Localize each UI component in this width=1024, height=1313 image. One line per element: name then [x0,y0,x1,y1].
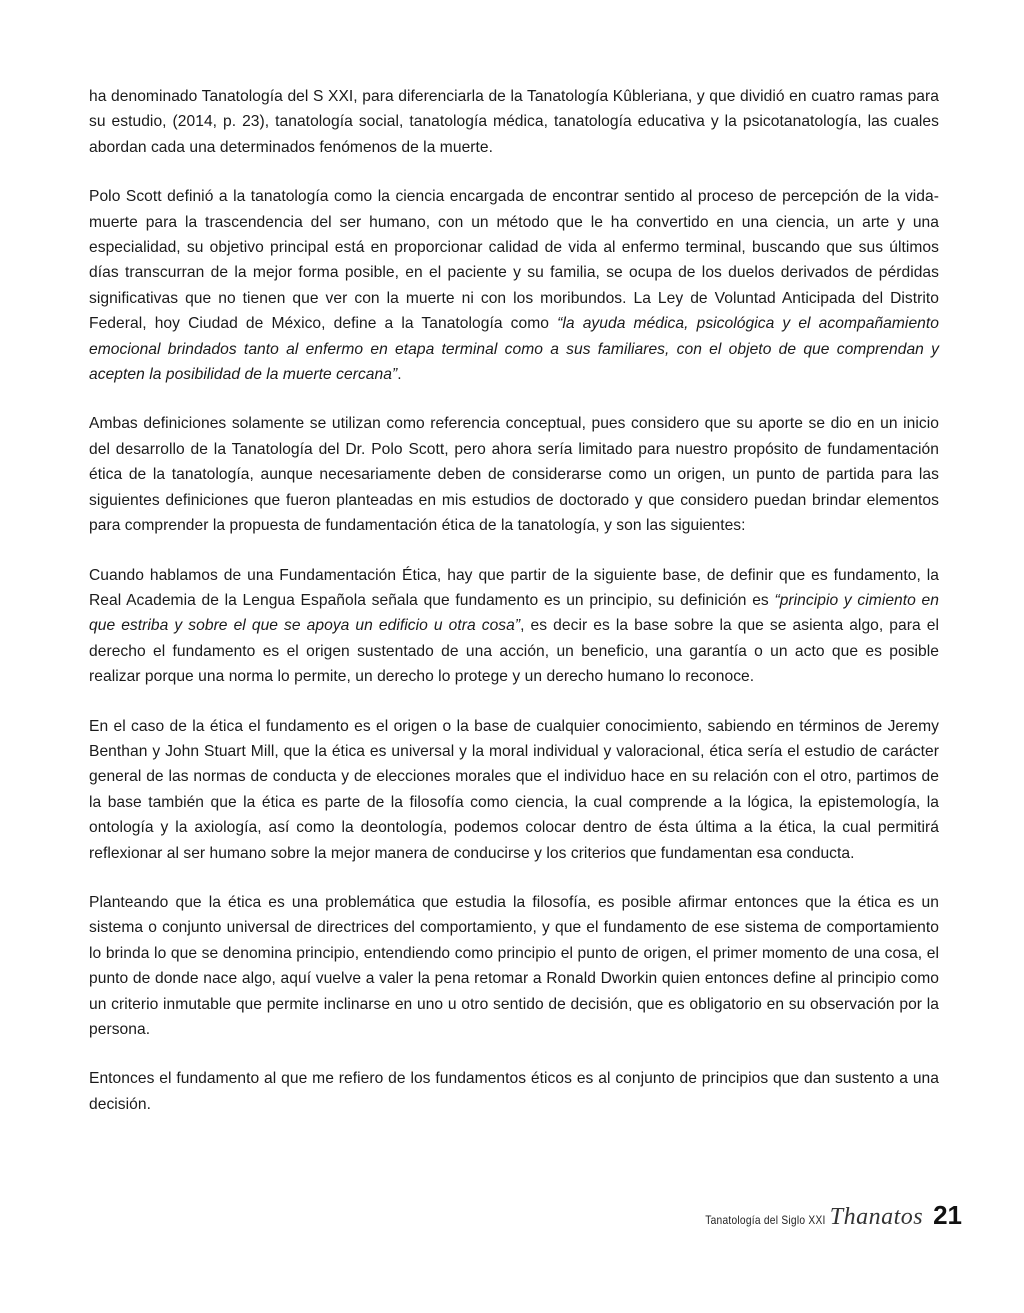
paragraph [89,563,939,690]
page-footer [684,1200,962,1231]
paragraph [89,714,939,866]
running-title: Tanatología del Siglo XXI [705,1213,826,1227]
paragraph [89,890,939,1042]
text-segment: ha denominado Tanatología del S XXI, para diferenciarla de la Tanatología Kûbleriana, y que dividió en cuatro ramas para su estudio, (2014, p. 23), tanatología social, tanatología médica, tanatología educativa y la psicotanatología, las cuales abordan cada una determinados fenómenos de la muerte. [89,88,939,156]
text-segment: Entonces el fundamento al que me refiero de los fundamentos éticos es al conjunto de principios que dan sustento a una decisión. [89,1070,939,1113]
paragraph [89,84,939,160]
paragraph [89,184,939,387]
text-segment: En el caso de la ética el fundamento es el origen o la base de cualquier conocimiento, sabiendo en términos de Jeremy Benthan y John Stuart Mill, que la ética es universal y la moral individual y valoracional, ética sería el estudio de carácter general de las normas de conducta y de elecciones morales que el individuo hace en su relación con el otro, partimos de la base también que la ética es parte de la filosofía como ciencia, la cual comprende a la lógica, la epistemología, la ontología y la axiología, así como la deontología, podemos colocar dentro de ésta última a la ética, la cual permitirá reflexionar al ser humano sobre la mejor manera de conducirse y los criterios que fundamentan esa conducta. [89,717,939,862]
text-segment: . [397,366,402,384]
quote-segment: “principio y cimiento en que estriba y sobre el que se apoya un edificio u otra cosa” [89,591,940,635]
quote-segment: “la ayuda médica, psicológica y el acompañamiento emocional brindados tanto al enfermo en etapa terminal como a sus familiares, con el objeto de que comprendan y acepten la posibilidad de la muerte cercana” [89,315,939,384]
text-segment: Planteando que la ética es una problemática que estudia la filosofía, es posible afirmar entonces que la ética es un sistema o conjunto universal de directrices del comportamiento, y que el fundamento de ese sistema de comportamiento lo brinda lo que se denomina principio, entendiendo como principio el punto de origen, el primer momento de una cosa, el punto de donde nace algo, aquí vuelve a valer la pena retomar a Ronald Dworkin quien entonces define al principio como un criterio inmutable que permite inclinarse en uno u otro sentido de decisión, que es obligatorio en su observación por la persona. [89,893,939,1038]
journal-logo: Thanatos [829,1204,924,1230]
body-text [89,84,939,1141]
text-segment: , es decir es la base sobre la que se asienta algo, para el derecho el fundamento es el origen sustentado de una acción, un beneficio, una garantía o un acto que es posible realizar porque una norma lo permite, un derecho lo protege y un derecho humano lo reconoce. [89,617,939,686]
paragraph [89,1066,939,1117]
text-segment: Ambas definiciones solamente se utilizan como referencia conceptual, pues considero que su aporte se dio en un inicio del desarrollo de la Tanatología del Dr. Polo Scott, pero ahora sería limitado para nuestro propósito de fundamentación ética de la tanatología, aunque necesariamente deben de considerarse como un origen, un punto de partida para las siguientes definiciones que fueron planteadas en mis estudios de doctorado y que considero puedan brindar elementos para comprender la propuesta de fundamentación ética de la tanatología, y son las siguientes: [89,415,939,535]
text-segment: Cuando hablamos de una Fundamentación Ética, hay que partir de la siguiente base, de definir que es fundamento, la Real Academia de la Lengua Española señala que fundamento es un principio, su definición es [89,566,939,609]
page-number: 21 [933,1200,962,1230]
paragraph [89,411,939,538]
text-segment: Polo Scott definió a la tanatología como la ciencia encargada de encontrar sentido al proceso de percepción de la vida-muerte para la trascendencia del ser humano, con un método que le ha convertido en una ciencia, un arte y una especialidad, su objetivo principal está en proporcionar calidad de vida al enfermo terminal, buscando que sus últimos días transcurran de la mejor forma posible, en el paciente y su familia, se ocupa de los duelos derivados de pérdidas significativas que no tienen que ver con la muerte ni con los moribundos. La Ley de Voluntad Anticipada del Distrito Federal, hoy Ciudad de México, define a la Tanatología como [89,188,939,333]
